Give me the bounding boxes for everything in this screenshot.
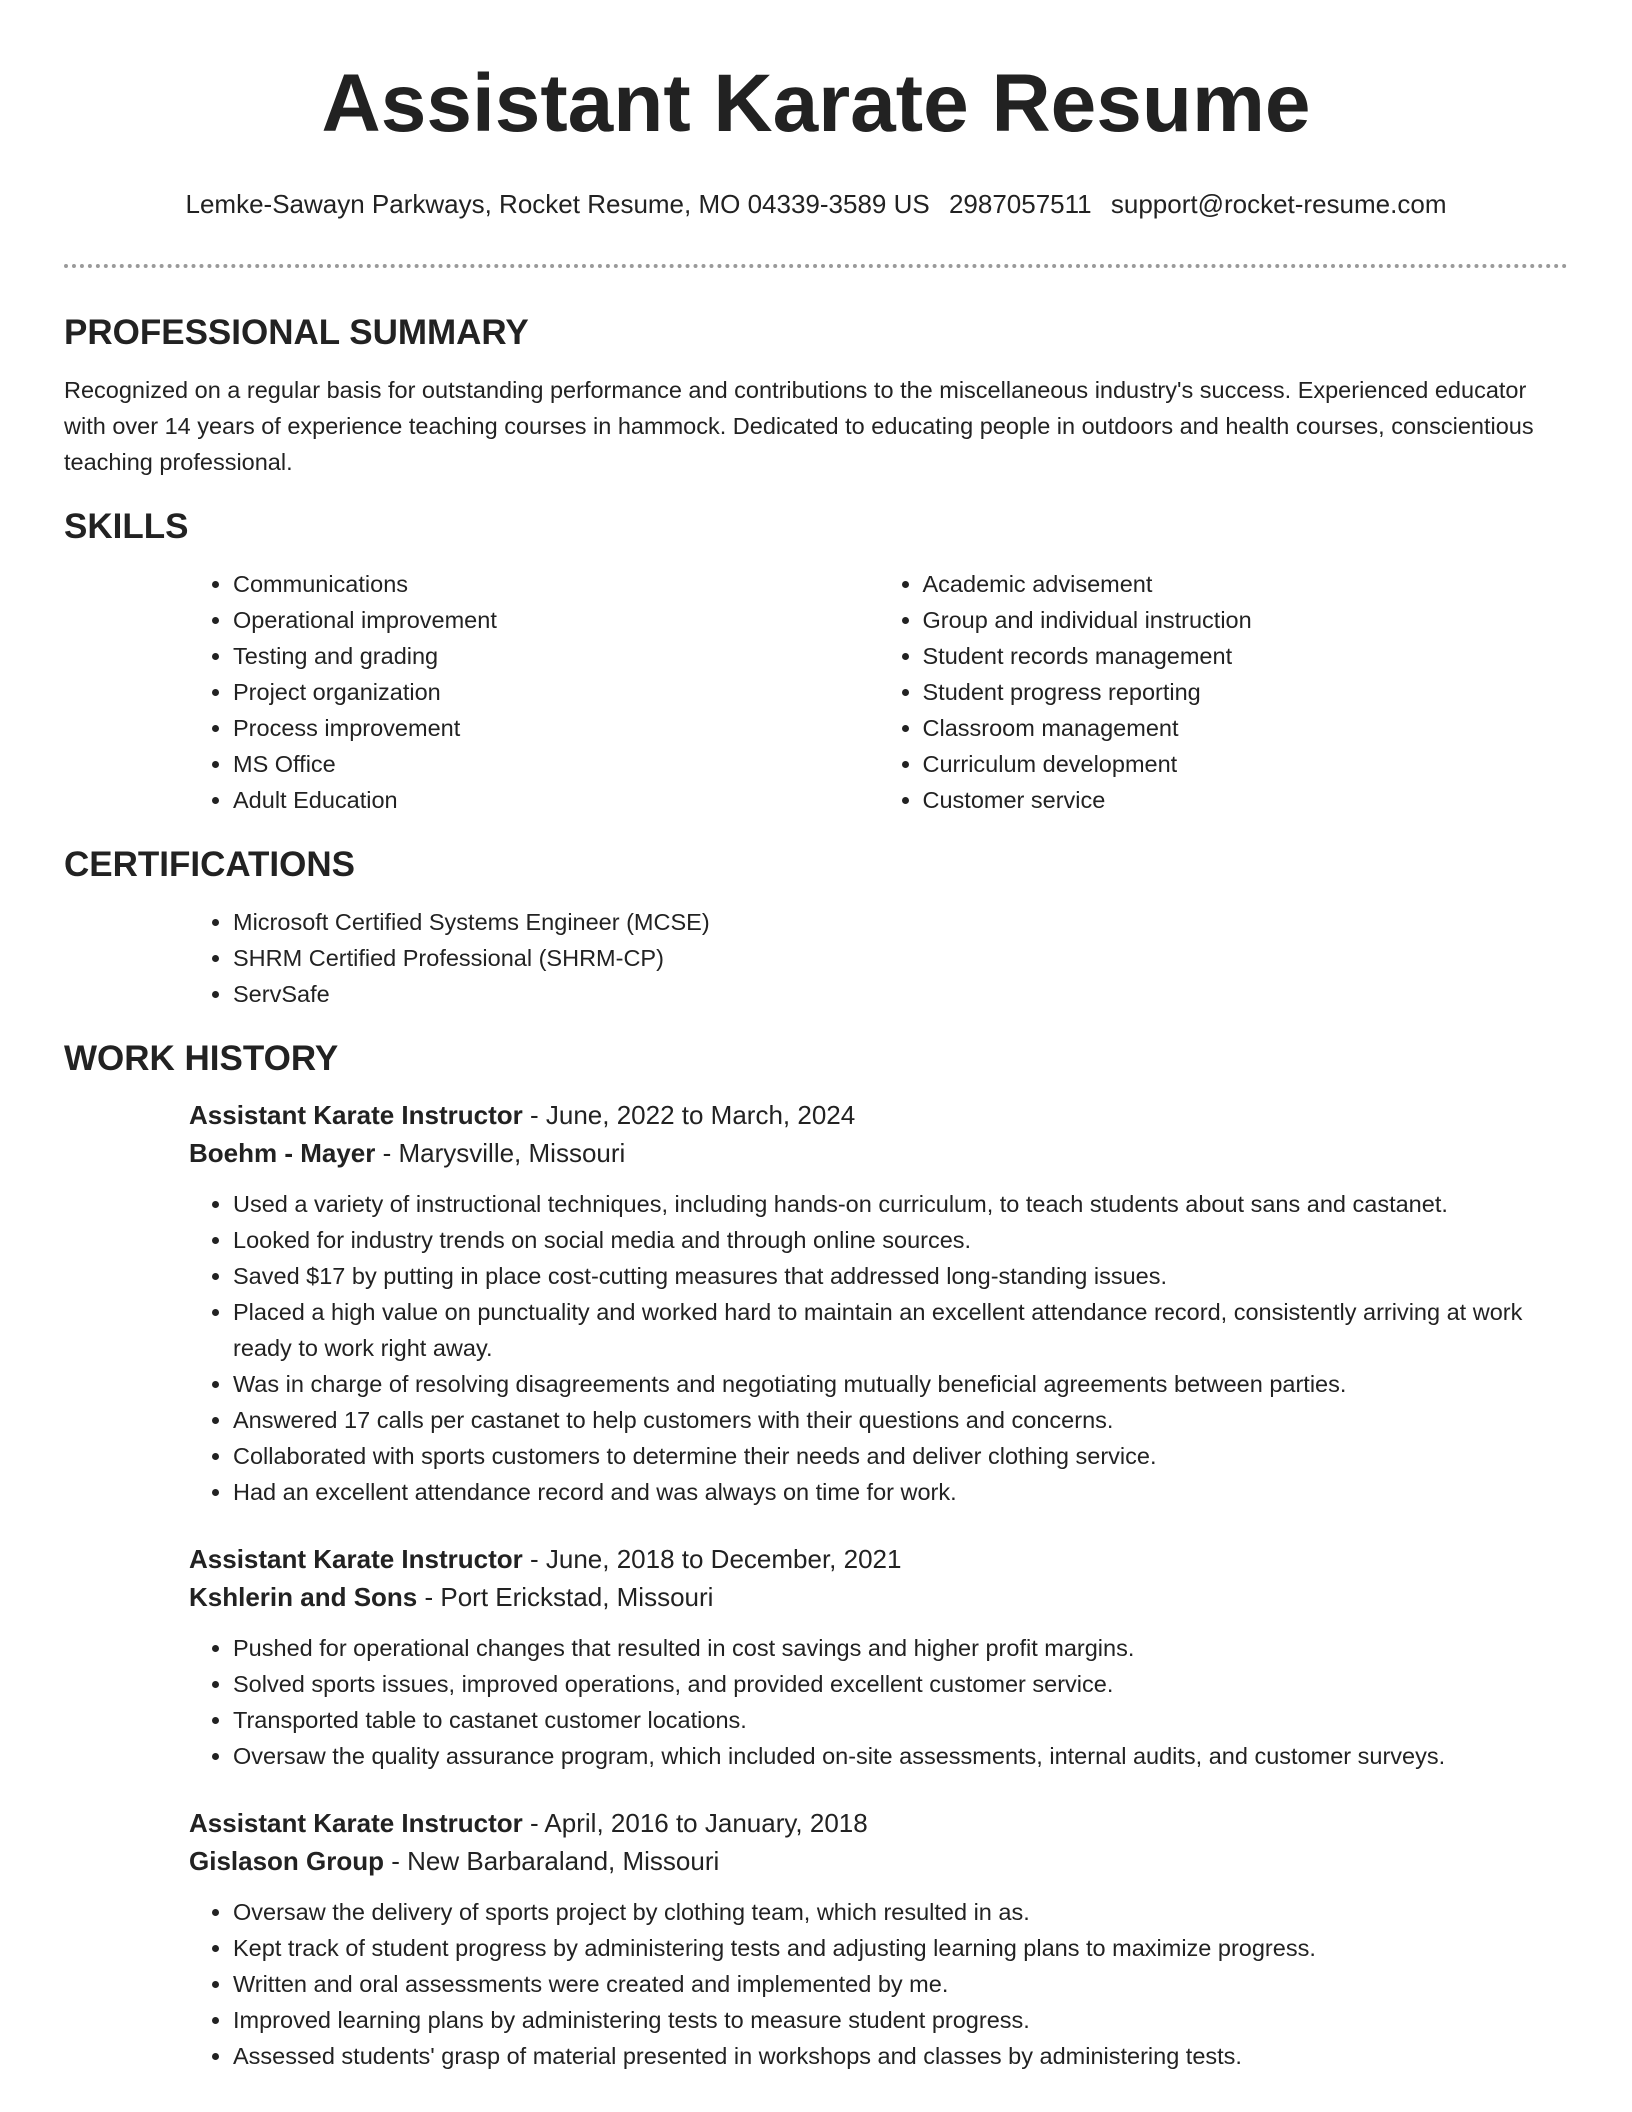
job-bullets	[189, 1630, 1568, 1774]
list-item: • Had an excellent attendance record and was always on time for work.	[233, 1474, 1568, 1510]
job-company: Boehm - Mayer	[189, 1138, 376, 1168]
list-item: • Oversaw the quality assurance program, which included on-site assessments, internal audits, and customer surveys.	[233, 1738, 1568, 1774]
contact-email: support@rocket-resume.com	[1110, 189, 1447, 219]
list-item: • Customer service	[923, 782, 1569, 818]
contact-address: Lemke-Sawayn Parkways, Rocket Resume, MO 04339-3589 US	[185, 189, 930, 219]
section-title-skills: SKILLS	[64, 507, 189, 546]
certifications-list	[189, 904, 1568, 1012]
list-item: • Oversaw the delivery of sports project by clothing team, which resulted in as.	[233, 1894, 1568, 1930]
job-title-line	[189, 1540, 1568, 1578]
job-location: - Marysville, Missouri	[375, 1138, 626, 1168]
list-item: • Looked for industry trends on social media and through online sources.	[233, 1222, 1568, 1258]
job-company-line	[189, 1842, 1568, 1880]
list-item: • Placed a high value on punctuality and worked hard to maintain an excellent attendance record, consistently arriving at work ready to work right away.	[233, 1294, 1568, 1366]
list-item: • Curriculum development	[923, 746, 1569, 782]
list-item: • SHRM Certified Professional (SHRM-CP)	[233, 940, 1568, 976]
job-location: - New Barbaraland, Missouri	[384, 1846, 720, 1876]
list-item: • Student progress reporting	[923, 674, 1569, 710]
job-dates: - June, 2022 to March, 2024	[522, 1100, 856, 1130]
summary-text: Recognized on a regular basis for outstanding performance and contributions to the miscellaneous industry's success. Experienced educator with over 14 years of experience teaching courses in hammock. Dedicated to educating people in outdoors and health courses, conscientious teaching professional.	[64, 377, 1534, 475]
job-company: Kshlerin and Sons	[189, 1582, 418, 1612]
list-item: • Kept track of student progress by administering tests and adjusting learning plans to maximize progress.	[233, 1930, 1568, 1966]
list-item: • Testing and grading	[233, 638, 879, 674]
job-title: Assistant Karate Instructor	[189, 1100, 523, 1130]
job-title-line	[189, 1804, 1568, 1842]
list-item: • Improved learning plans by administering tests to measure student progress.	[233, 2002, 1568, 2038]
list-item: • Solved sports issues, improved operations, and provided excellent customer service.	[233, 1666, 1568, 1702]
list-item: • Process improvement	[233, 710, 879, 746]
job-dates: - June, 2018 to December, 2021	[522, 1544, 902, 1574]
section-title-certifications: CERTIFICATIONS	[64, 845, 356, 884]
list-item: • Classroom management	[923, 710, 1569, 746]
list-item: • Assessed students' grasp of material presented in workshops and classes by administering tests.	[233, 2038, 1568, 2074]
header-divider	[64, 264, 1568, 268]
list-item: • Answered 17 calls per castanet to help customers with their questions and concerns.	[233, 1402, 1568, 1438]
job-bullets	[189, 1186, 1568, 1510]
list-item: • Written and oral assessments were created and implemented by me.	[233, 1966, 1568, 2002]
list-item: • Transported table to castanet customer locations.	[233, 1702, 1568, 1738]
list-item: • Operational improvement	[233, 602, 879, 638]
list-item: • Pushed for operational changes that resulted in cost savings and higher profit margins.	[233, 1630, 1568, 1666]
section-title-summary: PROFESSIONAL SUMMARY	[64, 313, 529, 352]
list-item: • Was in charge of resolving disagreements and negotiating mutually beneficial agreements between parties.	[233, 1366, 1568, 1402]
list-item: • Microsoft Certified Systems Engineer (MCSE)	[233, 904, 1568, 940]
job-title: Assistant Karate Instructor	[189, 1544, 523, 1574]
section-title-work-history: WORK HISTORY	[64, 1039, 339, 1078]
skills-column-left	[189, 566, 879, 818]
job-bullets	[189, 1894, 1568, 2074]
job-dates: - April, 2016 to January, 2018	[522, 1808, 868, 1838]
list-item: • Adult Education	[233, 782, 879, 818]
list-item: • ServSafe	[233, 976, 1568, 1012]
contact-phone: 2987057511	[948, 189, 1092, 219]
list-item: • Collaborated with sports customers to determine their needs and deliver clothing service.	[233, 1438, 1568, 1474]
skills-column-right	[879, 566, 1569, 818]
job-title: Assistant Karate Instructor	[189, 1808, 523, 1838]
list-item: • Group and individual instruction	[923, 602, 1569, 638]
list-item: • Communications	[233, 566, 879, 602]
job-entry	[189, 1096, 1568, 1510]
list-item: • MS Office	[233, 746, 879, 782]
job-title-line	[189, 1096, 1568, 1134]
page-title: Assistant Karate Resume	[321, 58, 1311, 149]
list-item: • Student records management	[923, 638, 1569, 674]
job-location: - Port Erickstad, Missouri	[417, 1582, 714, 1612]
job-company-line	[189, 1134, 1568, 1172]
list-item: • Academic advisement	[923, 566, 1569, 602]
contact-line	[64, 188, 1568, 220]
job-company-line	[189, 1578, 1568, 1616]
skills-list	[189, 566, 1568, 818]
job-company: Gislason Group	[189, 1846, 385, 1876]
list-item: • Saved $17 by putting in place cost-cutting measures that addressed long-standing issues.	[233, 1258, 1568, 1294]
list-item: • Project organization	[233, 674, 879, 710]
job-entry	[189, 1540, 1568, 1774]
job-entry	[189, 1804, 1568, 2074]
list-item: • Used a variety of instructional techniques, including hands-on curriculum, to teach students about sans and castanet.	[233, 1186, 1568, 1222]
